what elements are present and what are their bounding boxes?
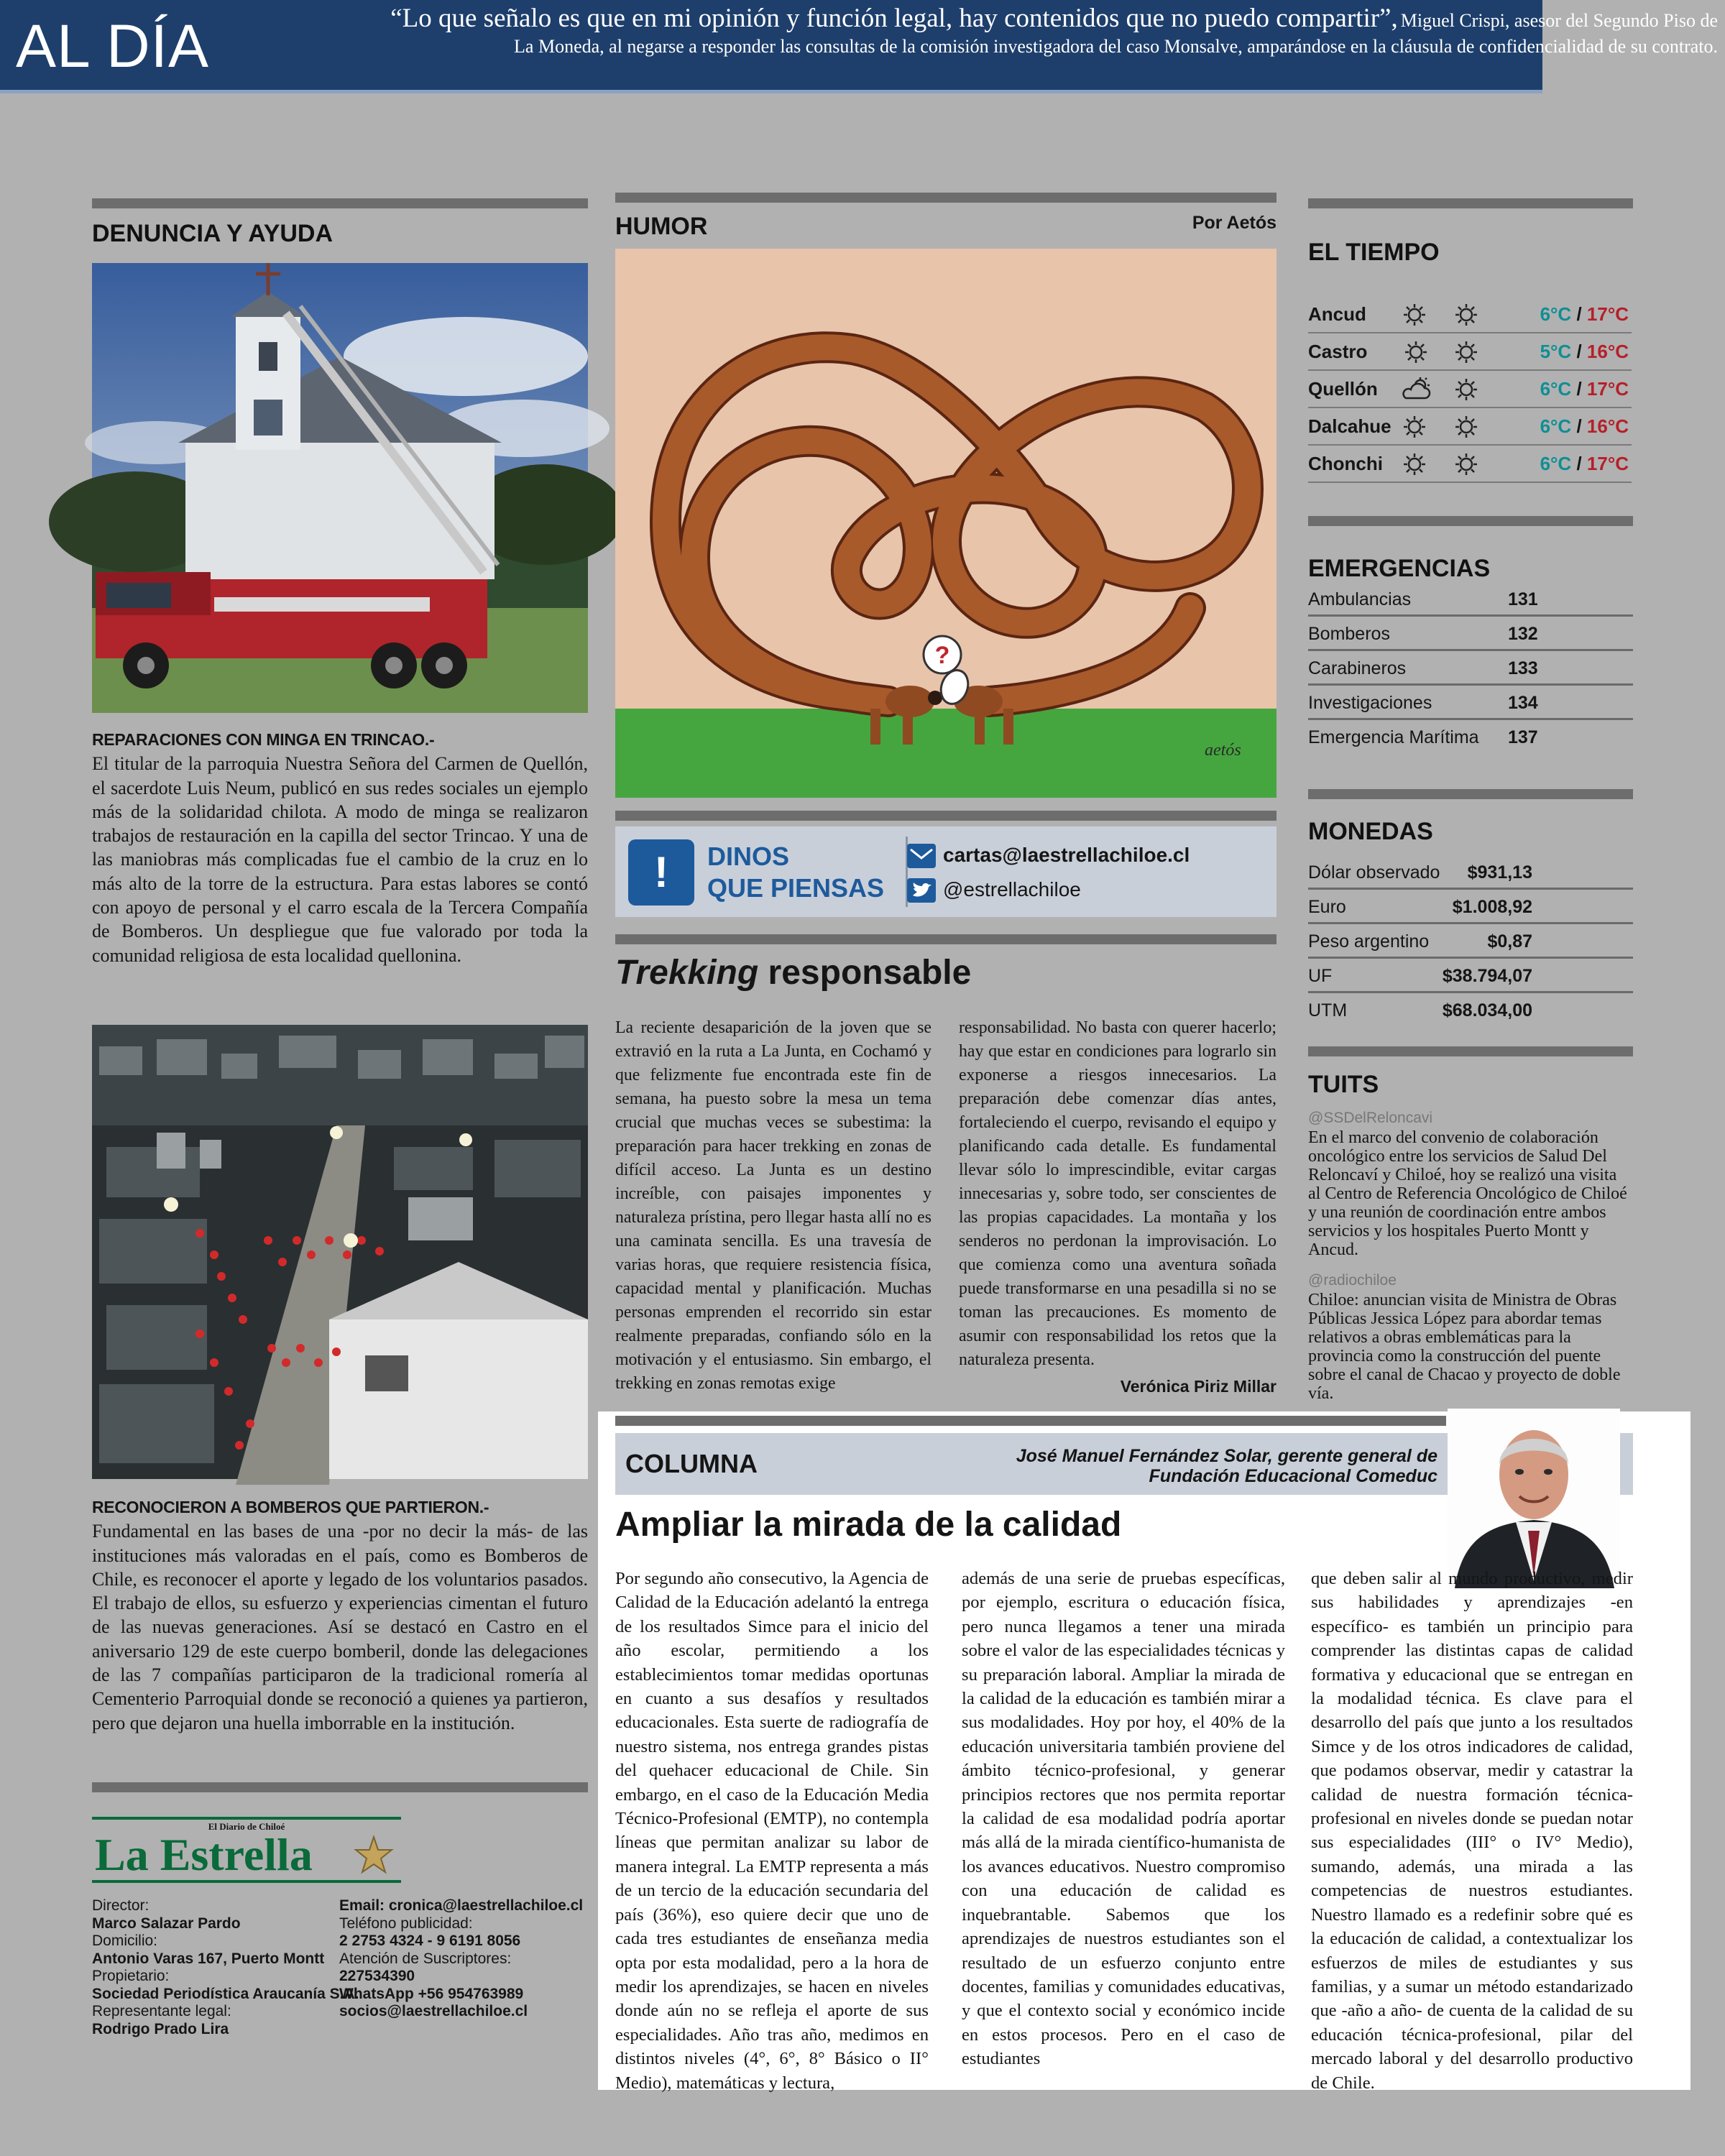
masthead-star-icon [352,1834,395,1877]
denuncia-item-1-body: El titular de la parroquia Nuestra Señora del Carmen de Quellón, el sacerdote Luis Neum, publicó en sus redes sociales un ejemplo más de la solidaridad chilota. A modo de minga se realizaron trabajos de restauración en la capilla del sector Trincao. Y una de las maniobras más complicadas fue el cambio de la cruz en lo más alto de la torre de la estructura. Para estas labores se contó con apoyo de personal y el carro escala de la Tercera Compañía de Bomberos. Un despliegue que fue valorado por toda la comunidad religiosa de esta localidad quellonina. [92,753,588,966]
moneda-label: Peso argentino [1308,931,1430,952]
contact-twitter[interactable]: @estrellachiloe [943,878,1081,900]
masthead-email[interactable]: Email: cronica@laestrellachiloe.cl [339,1897,584,1914]
humor-cartoon [615,249,1276,798]
denuncia-item-1-kicker: REPARACIONES CON MINGA EN TRINCAO.- [92,730,435,749]
tuit-item [1308,1272,1633,1403]
sun-icon [1450,414,1482,440]
contact-title [707,841,884,904]
partly-sunny-icon [1400,414,1432,440]
columna-title: Ampliar la mirada de la calidad [615,1506,1122,1544]
weather-max: 17°C [1586,453,1629,474]
rule-tuits [1308,1046,1633,1056]
church-repair-photo [92,263,588,713]
rule-editorial [615,934,1276,944]
denuncia-heading: DENUNCIA Y AYUDA [92,220,334,247]
emergencia-number: 131 [1508,589,1538,609]
weather-sep: / [1576,303,1582,325]
moneda-row [1308,890,1633,924]
monedas-heading: MONEDAS [1308,818,1433,845]
weather-row [1308,446,1632,483]
weather-city: Ancud [1308,303,1366,325]
emergencia-row [1308,651,1633,686]
weather-row [1308,371,1632,408]
emergencia-label: Carabineros [1308,658,1407,678]
partly-sunny-icon [1400,302,1432,328]
tuit-text: Chiloe: anuncian visita de Ministra de Obras Públicas Jessica López para abordar temas relativos a obras emblemáticas para la provincia como la construcción del puente sobre el canal de Chacao y proyecto de doble vía. [1308,1291,1621,1403]
moneda-row [1308,924,1633,959]
weather-heading: EL TIEMPO [1308,239,1440,266]
masthead-label: Domicilio: [92,1932,158,1949]
emergencia-row [1308,582,1633,617]
emergencia-label: Bomberos [1308,624,1390,644]
moneda-row [1308,855,1633,890]
weather-city: Chonchi [1308,453,1383,474]
header-attribution: Miguel Crispi, asesor del Segundo Piso de La Moneda, al negarse a responder las consultas de la comisión investigadora del caso Monsalve, amparándose en la cláusula de confidencialidad de su contrato. [514,10,1718,57]
emergencia-number: 134 [1508,693,1538,713]
emergencia-number: 133 [1508,658,1538,678]
emergencia-label: Investigaciones [1308,693,1432,713]
masthead-label: Teléfono publicidad: [339,1915,473,1932]
tuit-handle[interactable]: @SSDelReloncavi [1308,1110,1433,1126]
masthead-right [339,1897,583,2021]
contact-email[interactable]: cartas@laestrellachiloe.cl [943,844,1190,866]
tuits-heading: TUITS [1308,1071,1379,1098]
moneda-row [1308,993,1633,1028]
weather-max: 17°C [1586,303,1629,325]
sun-icon [1450,377,1482,402]
weather-city: Quellón [1308,378,1378,400]
columna-author [1016,1446,1438,1486]
tuit-text: En el marco del convenio de colaboración oncológico entre los servicios de Salud Del Reloncaví y Chiloé, hoy se realizó una visita al Centro de Referencia Oncológico de Chiloé y una reunión de coordinación entre ambos servicios y los hospitales Puerto Montt y Ancud. [1308,1128,1627,1259]
weather-min: 6°C [1540,378,1572,400]
masthead-logo [92,1817,401,1883]
rule-humor [615,193,1276,203]
masthead-subs-phone: 227534390 [339,1968,415,1984]
denuncia-item-2 [92,1495,588,1735]
header-quote: “Lo que señalo es que en mi opinión y función legal, hay contenidos que no puedo compartir”, [390,4,1398,33]
emergencia-number: 137 [1508,727,1538,747]
humor-heading: HUMOR [615,213,708,240]
moneda-value: $1.008,92 [1452,897,1532,917]
weather-row [1308,408,1632,446]
emergencia-row [1308,617,1633,651]
columna-author-line2: Fundación Educacional Comeduc [1149,1466,1438,1486]
editorial-title [615,953,971,992]
masthead-label: Representante legal: [92,2003,231,2019]
columna-heading: COLUMNA [625,1449,758,1478]
editorial-author: Verónica Piriz Millar [1120,1377,1276,1396]
masthead-legal-rep: Rodrigo Prado Lira [92,2020,229,2037]
columna-author-line1: José Manuel Fernández Solar, gerente general de [1016,1446,1438,1466]
moneda-value: $68.034,00 [1442,1000,1532,1021]
weather-city: Castro [1308,341,1368,362]
masthead-owner: Sociedad Periodística Araucanía S.A. [92,1985,359,2002]
editorial-title-italic: Trekking [615,954,759,992]
editorial-col-1: La reciente desaparición de la joven que se extravió en la ruta a La Junta, en Cochamó y que felizmente fue encontrada este fin de semana, ha puesto sobre la mesa un tema crucial que muchas veces se subestima: la preparación para hacer trekking en zonas de difícil acceso. La Junta es un destino increíble, con paisajes imponentes y naturaleza prístina, pero llegar hasta allí no es una caminata sencilla. Es una travesía de varias horas, que requiere resistencia física, capacidad mental y planificación. Muchas personas emprenden el recorrido sin estar realmente preparadas, confiando sólo en la motivación y el entusiasmo. Sin embargo, el trekking en zonas remotas exige [615,1018,932,1393]
rule-emergencias [1308,516,1633,526]
weather-min: 6°C [1540,415,1572,437]
emergencia-row [1308,686,1633,720]
humor-byline: Por Aetós [1192,213,1276,233]
weather-sep: / [1576,341,1582,362]
moneda-label: Dólar observado [1308,862,1440,883]
contact-title-line2: QUE PIENSAS [707,873,885,903]
weather-max: 16°C [1586,341,1629,362]
denuncia-item-2-body: Fundamental en las bases de una -por no decir la más- de las instituciones más valoradas en el país, como es Bomberos de Chile, es reconocer el aporte y legado de los voluntarios pasados. El trabajo de ellos, su esfuerzo y experiencias cimentan el futuro de las nuevas generaciones. Así se destacó en Castro en el aniversario 129 de este cuerpo bomberil, donde las delegaciones de las 7 compañías participaron de la tradicional romería al Cementerio Parroquial donde se reconoció a quienes ya partieron, pero que dejaron una huella imborrable en la institución. [92,1521,588,1733]
rule-contact [615,811,1276,821]
weather-min: 5°C [1540,341,1572,362]
denuncia-item-1 [92,727,588,967]
weather-sep: / [1576,378,1582,400]
section-header [0,0,1718,93]
moneda-label: UF [1308,966,1333,986]
moneda-label: Euro [1308,897,1346,917]
masthead-label: Director: [92,1897,150,1914]
sun-icon [1450,451,1482,477]
cloudy-icon [1400,377,1435,402]
section-title: AL DÍA [16,12,209,80]
masthead-socios-email[interactable]: socios@laestrellachiloe.cl [339,2003,528,2019]
cartoon-signature: aetós [1205,741,1241,760]
editorial-col-2: responsabilidad. No basta con querer hacerlo; hay que estar en condiciones para lograrlo sin exponerse a riesgos innecesarios. La preparación debe comenzar días antes, fortaleciendo el cuerpo, revisando el equipo y planificando cada detalle. Es fundamental llevar sólo lo imprescindible, evitar cargas innecesarias y, sobre todo, ser conscientes de las propias capacidades. La montaña y los senderos no perdonan la improvisación. Lo que comienza como una aventura soñada puede transformarse en una pesadilla si no se toman las precauciones. Es momento de asumir con responsabilidad los retos que la naturaleza presenta. [959,1018,1276,1369]
emergencia-label: Ambulancias [1308,589,1412,609]
columna-col-1: Por segundo año consecutivo, la Agencia de Calidad de la Educación adelantó la entrega de los resultados Simce para el inicio del año escolar, permitiendo a los establecimientos tomar medidas oportunas en cuanto a sus desafíos y resultados educacionales. Esta suerte de radiografía de nuestro sistema, nos entrega grandes pistas del quehacer educacional de Chile. Sin embargo, en el caso de la Educación Media Técnico-Profesional (EMTP), no contempla líneas que permitan analizar su labor de manera integral. La EMTP representa a más de un tercio de la educación secundaria del país (36%), eso quiere decir que uno de cada tres estudiantes de enseñanza media opta por esta modalidad, pero a la hora de medir los aprendizajes, se hacen en niveles donde aún no se refleja el aporte de sus especialidades. Año tras año, medimos en distintos niveles (4°, 6°, 8° Básico o II° Medio), matemáticas y lectura, [615,1569,929,2093]
weather-min: 6°C [1540,303,1572,325]
cartoon-bubble: ? [934,642,950,669]
twitter-icon [907,878,936,903]
masthead-whatsapp: WhatsApp +56 954763989 [339,1985,524,2002]
masthead-label: Atención de Suscriptores: [339,1950,512,1967]
header-quote-block [374,4,1718,61]
weather-city: Dalcahue [1308,415,1392,437]
email-icon [907,844,936,868]
weather-sep: / [1576,453,1582,474]
moneda-value: $38.794,07 [1442,966,1532,986]
rule-columna [615,1416,1446,1426]
editorial-title-rest: responsable [768,954,972,992]
masthead-small: El Diario de Chiloé [208,1821,285,1832]
tuit-handle[interactable]: @radiochiloe [1308,1272,1397,1289]
moneda-label: UTM [1308,1000,1348,1021]
rule-masthead [92,1782,588,1792]
rule-weather [1308,198,1633,208]
masthead-left [92,1897,359,2038]
weather-sep: / [1576,415,1582,437]
cemetery-photo [92,1025,588,1479]
columna-col-3: que deben salir al mundo productivo, medir sus habilidades y aprendizajes -en específico- es también un principio para comprender las distintas capas de calidad formativa y educacional que se entregan en la modalidad técnica. Es clave para el desarrollo del país que junto a los resultados Simce y de los otros indicadores de calidad, que podamos observar, medir y catastrar la calidad de nuestra formación técnica-profesional en niveles donde se puedan notar sus especialidades (III° o IV° Medio), sumando, además, una mirada a las competencias de nuestros estudiantes. Nuestro llamado es a redefinir sobre qué es la educación de calidad, a contextualizar los esfuerzos de miles de estudiantes y sus familias, y a sumar un método estandarizado que -año a año- de cuenta de la calidad de su educación técnica-profesional, pilar del mercado laboral y del desarrollo productivo de Chile. [1311,1569,1633,2093]
columna-col-2: además de una serie de pruebas específicas, por ejemplo, escritura o educación física, pero nunca llegamos a tener una mirada sobre el valor de las especialidades técnicas y su preparación laboral. Ampliar la mirada de la calidad de la educación es también mirar a sus modalidades. Hoy por hoy, el 40% de la educación universitaria también proviene del ámbito técnico-profesional, y generar principios rectores que nos permita reportar la calidad de esa modalidad podría aportar más allá de la mirada científico-humanista de los avances educativos. Nuestro compromiso con una educación de calidad es inquebrantable. Sabemos que los aprendizajes de nuestros estudiantes son el resultado de un esfuerzo conjunto entre docentes, familias y comunidades educativas, y que el contexto social y económico incide en estos procesos. Pero en el caso de estudiantes [962,1569,1285,2069]
alert-badge-icon: ! [628,839,694,906]
moneda-row [1308,959,1633,993]
weather-min: 6°C [1540,453,1572,474]
emergencia-row [1308,720,1633,755]
emergencias-heading: EMERGENCIAS [1308,555,1491,582]
emergencia-number: 132 [1508,624,1538,644]
denuncia-item-2-kicker: RECONOCIERON A BOMBEROS QUE PARTIERON.- [92,1498,489,1516]
rule-monedas [1308,789,1633,799]
weather-row [1308,333,1632,371]
weather-row [1308,296,1632,333]
masthead-label: Propietario: [92,1968,170,1984]
contact-box [615,826,1276,917]
partly-sunny-icon [1400,451,1432,477]
moneda-value: $931,13 [1467,862,1532,883]
sun-icon [1450,302,1482,328]
weather-max: 16°C [1586,415,1629,437]
masthead-name: La Estrella [95,1829,313,1880]
masthead-phone: 2 2753 4324 - 9 6191 8056 [339,1932,521,1949]
masthead-director: Marco Salazar Pardo [92,1915,241,1932]
sun-icon [1400,339,1432,365]
emergencia-label: Emergencia Marítima [1308,727,1479,747]
tuit-item [1308,1110,1633,1259]
moneda-value: $0,87 [1487,931,1532,952]
weather-max: 17°C [1586,378,1629,400]
sun-icon [1450,339,1482,365]
contact-title-line1: DINOS [707,842,790,871]
masthead-address: Antonio Varas 167, Puerto Montt [92,1950,325,1967]
rule-denuncia [92,198,588,208]
author-portrait [1448,1409,1620,1588]
